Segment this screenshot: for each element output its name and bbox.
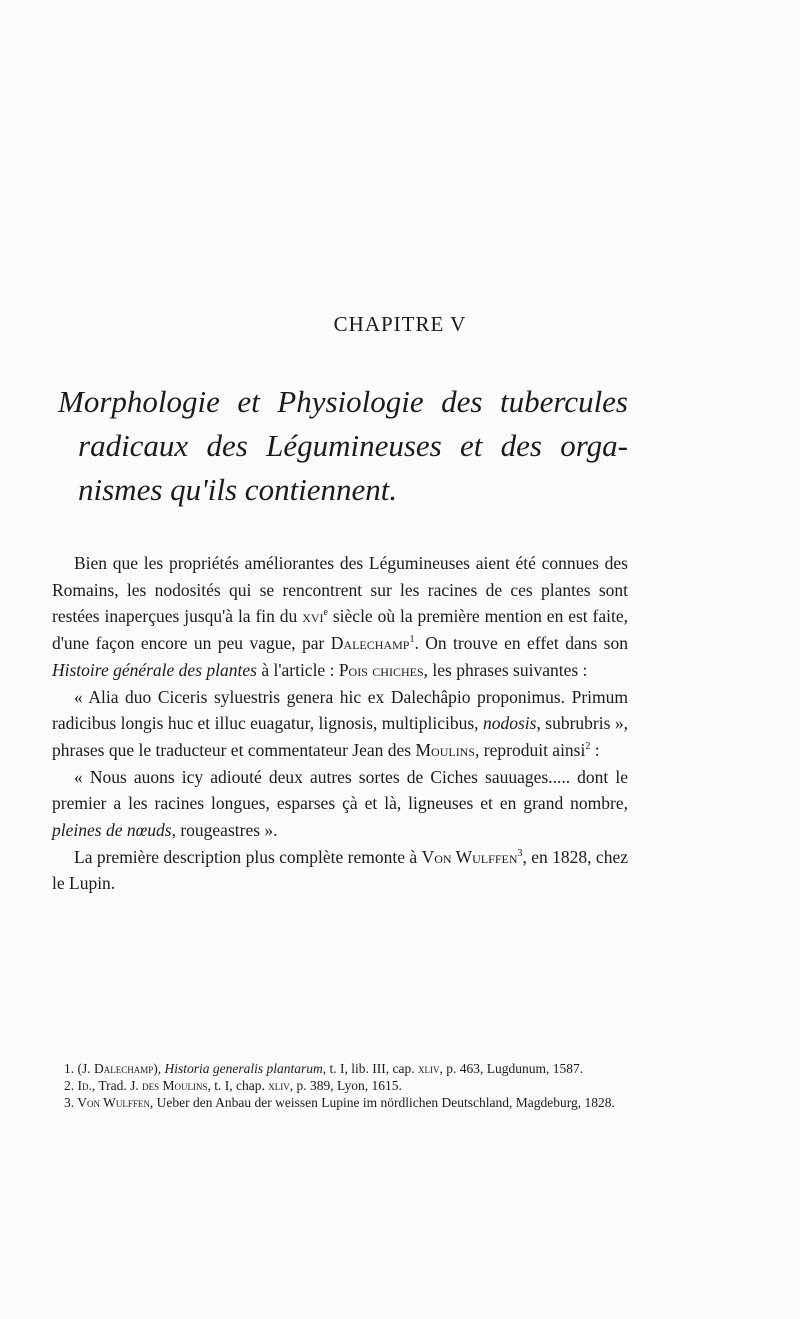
footnotes xyxy=(52,1060,632,1111)
text-run: : xyxy=(590,739,600,760)
text-run: , en 1828, chez le Lupin. xyxy=(52,846,628,894)
emphasis: nodosis xyxy=(482,713,537,734)
paragraph xyxy=(52,844,628,897)
paragraph xyxy=(52,764,628,844)
chapter-numeral: xliv xyxy=(268,1078,290,1093)
text-run: « Nous auons icy adiouté deux autres sortes de Ciches sauuages..... dont le premier a les racines longues, esparses çà et là, ligneuses et en grand nombre, xyxy=(52,766,628,814)
footnote-ref: 3 xyxy=(517,847,523,859)
footnote xyxy=(52,1094,632,1111)
superscript: e xyxy=(323,607,328,619)
author-name: Moulins xyxy=(415,739,476,760)
footnote xyxy=(52,1060,632,1077)
text-run: , t. I, chap. xyxy=(207,1078,269,1093)
chapter-heading: CHAPITRE V xyxy=(333,312,467,336)
chapter-title-line: radicaux des Légumineuses et des orga- xyxy=(78,428,628,463)
text-run: , p. 389, Lyon, 1615. xyxy=(289,1078,402,1093)
ibid: Id. xyxy=(74,1078,92,1093)
text-run: , reproduit ainsi xyxy=(475,739,586,760)
footnote xyxy=(52,1077,632,1094)
text-run: , Trad. J. xyxy=(91,1078,143,1093)
author-name: Von Wulffen xyxy=(421,846,518,867)
text-run: , rougeastres ». xyxy=(171,820,278,841)
footnote-ref: 2 xyxy=(585,741,591,753)
text-run: , t. I, lib. III, cap. xyxy=(322,1061,418,1076)
text-run: , p. 463, Lugdunum, 1587. xyxy=(439,1061,584,1076)
text-run: Bien que les propriétés améliorantes des Légumineuses aient été connues des Romains, les nodosités qui se rencontrent sur les racines de ces plantes sont restées inaperçues jusqu'à la fin du xyxy=(52,553,628,627)
paragraph xyxy=(52,550,628,684)
century-numeral: xvi xyxy=(302,606,324,627)
text-run: , subrubris », phrases que le traducteur et commentateur Jean des xyxy=(52,713,628,760)
footnote-number: 3. xyxy=(64,1095,75,1110)
text-run: La première description plus complète remonte à xyxy=(74,846,422,867)
text-run: , Ueber den Anbau der weissen Lupine im nördlichen Deutschland, Magdeburg, 1828. xyxy=(149,1095,615,1110)
emphasis: pleines de nœuds xyxy=(52,820,172,841)
article-name: Pois chiches xyxy=(338,659,424,680)
text-run: ), xyxy=(153,1061,165,1076)
text-run: à l'article : xyxy=(256,659,339,680)
author-name: Dalechamp xyxy=(330,633,410,654)
footnote-ref: 1 xyxy=(409,634,415,646)
chapter-title xyxy=(58,380,748,512)
footnote-number: 1. xyxy=(64,1061,75,1076)
chapter-title-line: Morphologie et Physiologie des tubercules xyxy=(58,384,628,419)
text-run: « Alia duo Ciceris syluestris genera hic ex Dalechâpio proponimus. Primum radicibus longis huc et illuc euagatur, lignosis, multiplicibus, xyxy=(52,686,628,734)
text-run: siècle où la première mention en est faite, d'une façon encore un peu vague, par xyxy=(52,606,629,654)
chapter-title-line: nismes qu'ils contiennent. xyxy=(78,472,398,507)
author-name: Von Wulffen xyxy=(74,1095,150,1110)
text-run: . On trouve en effet dans son xyxy=(414,633,628,654)
text-run: , les phrases suivantes : xyxy=(423,659,588,680)
footnote-number: 2. xyxy=(64,1078,75,1093)
author-name: Dalechamp xyxy=(94,1061,154,1076)
work-title: Historia generalis plantarum xyxy=(164,1061,323,1076)
chapter-numeral: xliv xyxy=(418,1061,440,1076)
body-text xyxy=(52,550,628,897)
paragraph xyxy=(52,684,628,764)
author-name: des Moulins xyxy=(142,1078,208,1093)
work-title: Histoire générale des plantes xyxy=(52,659,257,680)
text-run: (J. xyxy=(74,1061,94,1076)
